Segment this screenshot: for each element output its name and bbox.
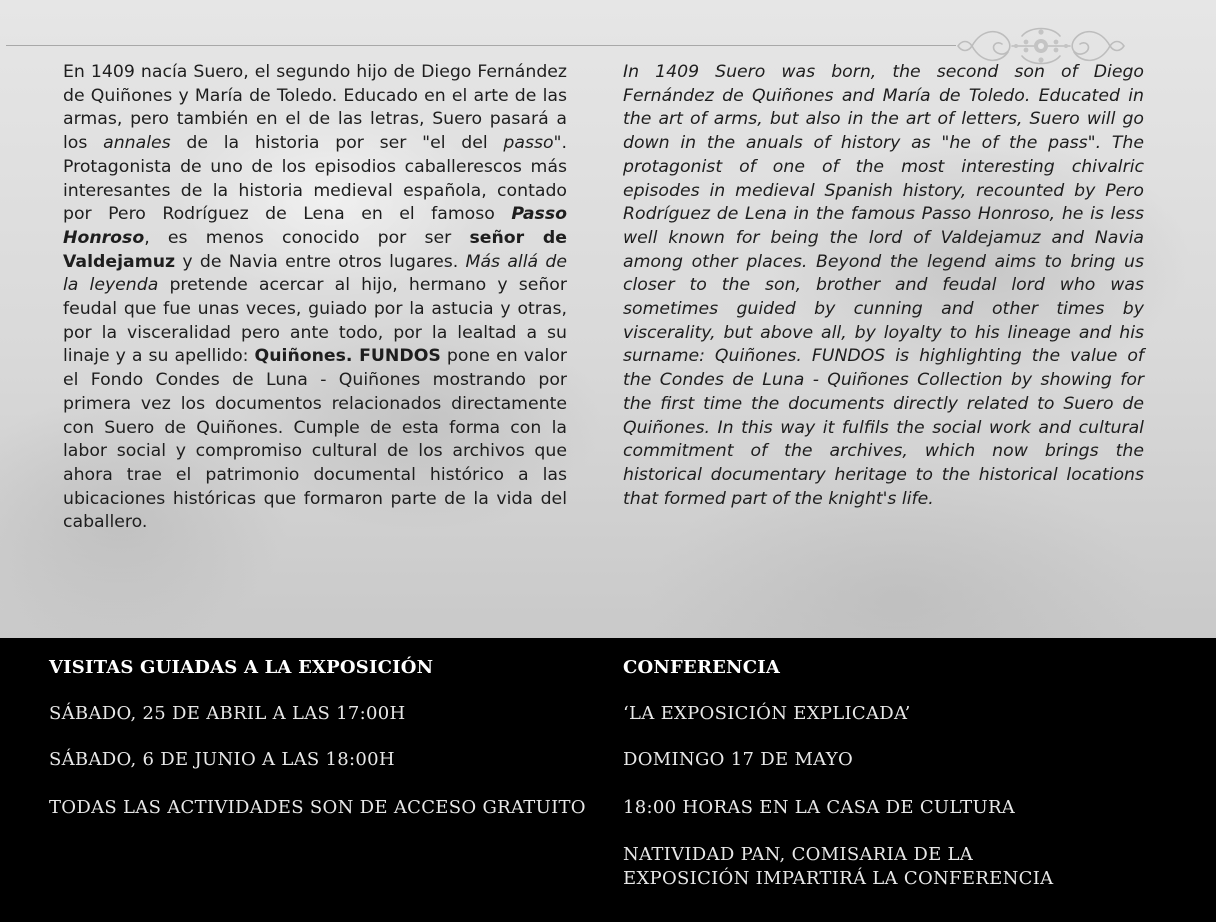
- conference-title: ‘LA EXPOSICIÓN EXPLICADA’: [623, 703, 911, 724]
- visit-date-1: SÁBADO, 25 DE ABRIL A LAS 17:00H: [49, 703, 406, 724]
- visit-date-2: SÁBADO, 6 DE JUNIO A LAS 18:00H: [49, 749, 395, 770]
- spanish-description: En 1409 nacía Suero, el segundo hijo de Diego Fernández de Quiñones y María de Toledo. Educado en el arte de las armas, pero también en el de las letras, Suero pasará a los annales de la historia por ser "el del passo". Protagonista de uno de los episodios caballerescos más interesantes de la historia medieval española, contado por Pero Rodríguez de Lena en el famoso Passo Honroso, es menos conocido por ser señor de Valdejamuz y de Navia entre otros lugares. Más allá de la leyenda pretende acercar al hijo, hermano y señor feudal que fue unas veces, guiado por la astucia y otras, por la visceralidad pero ante todo, por la lealtad a su linaje y a su apellido: Quiñones. FUNDOS pone en valor el Fondo Condes de Luna - Quiñones mostrando por primera vez los documentos relacionados directamente con Suero de Quiñones. Cumple de esta forma con la labor social y compromiso cultural de los archivos que ahora trae el patrimonio documental histórico a las ubicaciones históricas que formaron parte de la vida del caballero.: [63, 62, 568, 533]
- conference-speaker: NATIVIDAD PAN, COMISARIA DE LA EXPOSICIÓN IMPARTIRÁ LA CONFERENCIA: [623, 844, 1054, 889]
- events-panel: [0, 638, 1216, 922]
- conference-location: 18:00 HORAS EN LA CASA DE CULTURA: [623, 797, 1016, 818]
- conference-date: DOMINGO 17 DE MAYO: [623, 749, 853, 770]
- guided-visits-heading: VISITAS GUIADAS A LA EXPOSICIÓN: [49, 657, 434, 678]
- english-description: In 1409 Suero was born, the second son of Diego Fernández de Quiñones and María de Toledo. Educated in the art of arms, but also in the art of letters, Suero will go down in the anuals of history as "he of the pass". The protagonist of one of the most interesting chivalric episodes in medieval Spanish history, recounted by Pero Rodríguez de Lena in the famous Passo Honroso, he is less well known for being the lord of Valdejamuz and Navia among other places. Beyond the legend aims to bring us closer to the son, brother and feudal lord who was sometimes guided by cunning and other times by viscerality, but above all, by loyalty to his lineage and his surname: Quiñones. FUNDOS is highlighting the value of the Condes de Luna - Quiñones Collection by showing for the first time the documents directly related to Suero de Quiñones. In this way it fulfils the social work and cultural commitment of the archives, which now brings the historical documentary heritage to the historical locations that formed part of the knight's life.: [623, 62, 1144, 509]
- divider-rule: [6, 45, 956, 46]
- conference-heading: CONFERENCIA: [623, 657, 781, 678]
- free-access-note: TODAS LAS ACTIVIDADES SON DE ACCESO GRATUITO: [49, 797, 586, 818]
